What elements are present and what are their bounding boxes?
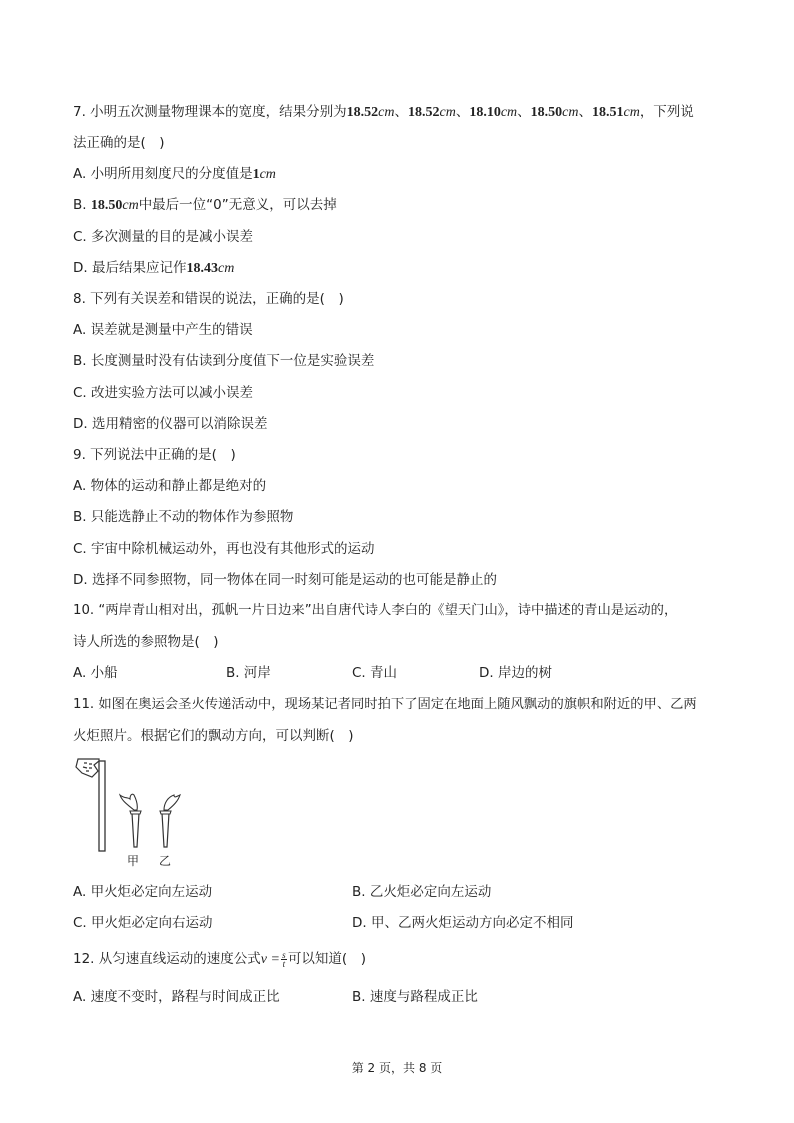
q7-unit-5: cm <box>623 105 640 120</box>
fraction-denominator: t <box>282 958 286 969</box>
option-value: 18.50 <box>90 198 123 213</box>
q7-value-2: 18.52 <box>408 105 440 120</box>
q10-option-c: C. 青山 <box>352 665 398 681</box>
q9-option-c: C. 宇宙中除机械运动外，再也没有其他形式的运动 <box>73 541 375 557</box>
q11-stem-line1: 11. 如图在奥运会圣火传递活动中，现场某记者同时拍下了固定在地面上随风飘动的旗帜和附近的甲、乙两 <box>73 697 697 712</box>
q8-option-d: D. 选用精密的仪器可以消除误差 <box>73 416 268 432</box>
q10-option-a: A. 小船 <box>73 665 118 681</box>
flame-icon <box>164 795 180 810</box>
option-unit: cm <box>217 261 235 276</box>
page-footer: 第 2 页，共 8 页 <box>351 1061 443 1075</box>
separator: 、 <box>517 104 531 120</box>
q7-stem-text: 7. 小明五次测量物理课本的宽度，结果分别为 <box>73 104 347 120</box>
q9-option-d: D. 选择不同参照物，同一物体在同一时刻可能是运动的也可能是静止的 <box>73 572 497 588</box>
option-value: 1 <box>252 167 260 182</box>
q9-option-b: B. 只能选静止不动的物体作为参照物 <box>73 509 294 525</box>
q11-option-d: D. 甲、乙两火炬运动方向必定不相同 <box>352 915 574 931</box>
q10-stem-line2: 诗人所选的参照物是( ) <box>73 634 219 650</box>
q8-stem: 8. 下列有关误差和错误的说法，正确的是( ) <box>73 291 344 307</box>
q7-option-b <box>73 196 337 215</box>
q8-option-b: B. 长度测量时没有估读到分度值下一位是实验误差 <box>73 353 375 369</box>
q12-option-a: A. 速度不变时，路程与时间成正比 <box>73 989 280 1005</box>
q10-option-d: D. 岸边的树 <box>479 665 552 681</box>
option-text: B. <box>73 197 91 213</box>
q7-unit-1: cm <box>378 105 395 120</box>
stem-text: 12. 从匀速直线运动的速度公式 <box>73 951 261 967</box>
q7-value-4: 18.50 <box>530 105 563 120</box>
q9-stem: 9. 下列说法中正确的是( ) <box>73 447 236 463</box>
q11-option-b: B. 乙火炬必定向左运动 <box>352 884 492 900</box>
option-unit: cm <box>122 198 139 213</box>
flag-icon <box>76 759 99 777</box>
q11-option-a: A. 甲火炬必定向左运动 <box>73 884 213 900</box>
q7-stem-line2: 法正确的是( ) <box>73 135 165 151</box>
q9-option-a: A. 物体的运动和静止都是绝对的 <box>73 478 267 494</box>
separator: 、 <box>394 104 408 120</box>
q11-option-c: C. 甲火炬必定向右运动 <box>73 915 213 931</box>
q10-option-b: B. 河岸 <box>226 665 271 681</box>
q7-option-c: C. 多次测量的目的是减小误差 <box>73 229 254 245</box>
separator: 、 <box>578 104 592 120</box>
q7-value-1: 18.52 <box>346 105 379 120</box>
q7-option-a <box>73 165 276 184</box>
fraction-numerator: s <box>282 949 286 960</box>
stem-text: 可以知道( ) <box>287 951 366 967</box>
q12-stem <box>73 950 366 969</box>
option-value: 18.43 <box>186 261 218 276</box>
q7-value-5: 18.51 <box>591 105 624 120</box>
option-unit: cm <box>259 167 276 182</box>
q7-unit-4: cm <box>562 105 579 120</box>
torch-yi <box>160 795 180 847</box>
option-text: D. 最后结果应记作 <box>73 260 187 276</box>
option-text: 中最后一位“0”无意义，可以去掉 <box>138 197 337 213</box>
option-text: A. 小明所用刻度尺的分度值是 <box>73 166 253 182</box>
q8-option-c: C. 改进实验方法可以减小误差 <box>73 385 254 401</box>
separator: 、 <box>455 104 470 120</box>
q7-stem-tail: ，下列说 <box>639 104 694 120</box>
formula-fraction <box>281 951 287 968</box>
label-jia: 甲 <box>127 854 140 868</box>
label-yi: 乙 <box>159 854 172 868</box>
q7-stem-line1 <box>73 103 694 122</box>
q11-stem-line2: 火炬照片。根据它们的飘动方向，可以判断( ) <box>73 728 354 744</box>
flame-icon <box>120 794 137 810</box>
flag-pole <box>99 761 105 851</box>
q7-unit-3: cm <box>500 105 518 120</box>
torch-jia <box>120 794 141 847</box>
flag-and-torches-figure <box>70 755 190 874</box>
q8-option-a: A. 误差就是测量中产生的错误 <box>73 322 253 338</box>
q7-unit-2: cm <box>439 105 456 120</box>
q7-option-d <box>73 259 234 278</box>
q7-value-3: 18.10 <box>469 105 501 120</box>
q10-stem-line1: 10. “两岸青山相对出，孤帆一片日边来”出自唐代诗人李白的《望天门山》，诗中描述的青山是运动的， <box>73 603 678 618</box>
formula-lhs: v = <box>260 952 280 967</box>
q12-option-b: B. 速度与路程成正比 <box>352 989 478 1005</box>
